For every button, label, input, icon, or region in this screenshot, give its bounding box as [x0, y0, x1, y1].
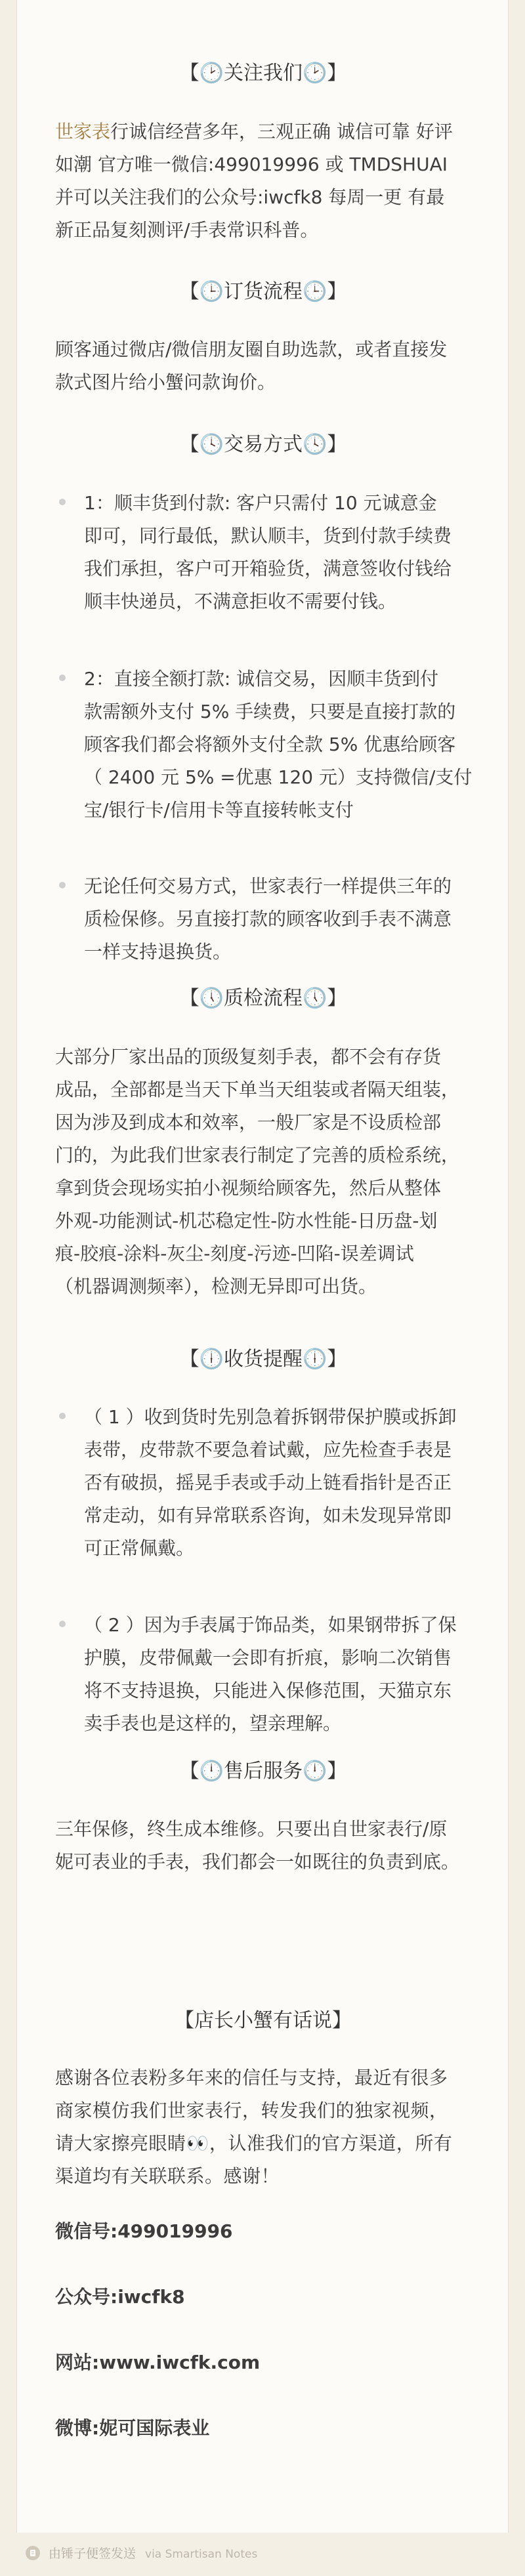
text-line: 外观-功能测试-机芯稳定性-防水性能-日历盘-划	[55, 1210, 438, 1232]
text-line: 顺丰快递员，不满意拒收不需要付钱。	[84, 591, 397, 612]
order-paragraph	[55, 333, 475, 399]
brand-name: 世家表	[55, 121, 111, 142]
text-line: 否有破损，摇晃手表或手动上链看指针是否正	[84, 1472, 452, 1493]
receive-item-1	[84, 1401, 478, 1565]
text-line: 无论任何交易方式，世家表行一样提供三年的	[84, 875, 452, 897]
text-line: 新正品复刻测评/手表常识科普。	[55, 219, 319, 241]
contact-website: 网站:www.iwcfk.com	[55, 2352, 261, 2373]
contact-weibo: 微博:妮可国际表业	[55, 2417, 210, 2439]
text-line: 痕-胶痕-涂料-灰尘-刻度-污迹-凹陷-误差调试	[55, 1243, 414, 1264]
text-line: 请大家擦亮眼睛👀，认准我们的官方渠道，所有	[55, 2132, 453, 2154]
text-line: 质检保修。另直接打款的顾客收到手表不满意	[84, 908, 452, 930]
footer-label: 由锤子便签发送	[49, 2546, 136, 2561]
bullet-dot	[59, 882, 66, 888]
text-line: （ 2400 元 5% =优惠 120 元）支持微信/支付	[84, 766, 472, 788]
bullet-dot	[59, 499, 66, 505]
qc-paragraph	[55, 1041, 475, 1303]
text-line: 款需额外支付 5% 手续费，只要是直接打款的	[84, 701, 456, 722]
text-line: 将不支持退换，只能进入保修范围，天猫京东	[84, 1680, 452, 1701]
text-line: 常走动，如有异常联系咨询，如未发现异常即	[84, 1505, 452, 1526]
text-line: 我们承担，客户可开箱验货，满意签收付钱给	[84, 558, 452, 579]
section-title-after: 【🕛售后服务🕛】	[179, 1760, 347, 1783]
crab-paragraph	[55, 2062, 475, 2193]
text-line: 宝/银行卡/信用卡等直接转帐支付	[84, 799, 354, 821]
section-title-trade: 【🕓交易方式🕓】	[179, 433, 347, 456]
section-title-follow: 【🕑关注我们🕑】	[179, 62, 347, 85]
footer-via: via Smartisan Notes	[145, 2548, 258, 2561]
follow-paragraph	[55, 115, 475, 247]
text-line: （机器调测频率），检测无异即可出货。	[55, 1276, 377, 1297]
section-title-qc: 【🕔质检流程🕔】	[179, 987, 347, 1010]
text-line: 可正常佩戴。	[84, 1537, 195, 1559]
text-line: 款式图片给小蟹问款询价。	[55, 371, 276, 393]
section-title-order: 【🕒订货流程🕒】	[179, 280, 347, 303]
text-line: 即可，同行最低，默认顺丰，货到付款手续费	[84, 525, 452, 547]
section-title-crab: 【店长小蟹有话说】	[175, 2009, 352, 2032]
text-line: 感谢各位表粉多年来的信任与支持，最近有很多	[55, 2067, 448, 2088]
text-line: 护膜，皮带佩戴一会即有折痕，影响二次销售	[84, 1647, 452, 1669]
text-line: 三年保修，终生成本维修。只要出自世家表行/原	[55, 1818, 448, 1840]
text-line: 并可以关注我们的公众号:iwcfk8 每周一更 有最	[55, 186, 445, 208]
smartisan-notes-icon	[25, 2545, 41, 2561]
text-line: 2：直接全额打款: 诚信交易，因顺丰货到付	[84, 668, 439, 690]
footer	[0, 2533, 525, 2576]
text-line: 门的，为此我们世家表行制定了完善的质检系统，	[55, 1144, 460, 1166]
text-line: 顾客我们都会将额外支付全款 5% 优惠给顾客	[84, 734, 456, 755]
trade-item-2	[84, 663, 478, 827]
contact-official-account: 公众号:iwcfk8	[55, 2286, 185, 2308]
text-line: 一样支持退换货。	[84, 941, 232, 963]
section-title-receive: 【🕕收货提醒🕕】	[179, 1348, 347, 1371]
footer-text	[49, 2546, 257, 2562]
text-line: 行诚信经营多年，三观正确 诚信可靠 好评	[110, 121, 453, 142]
after-paragraph	[55, 1813, 475, 1879]
text-line: 卖手表也是这样的，望亲理解。	[84, 1713, 342, 1734]
text-line: 商家模仿我们世家表行，转发我们的独家视频，	[55, 2100, 448, 2121]
bullet-dot	[59, 1621, 66, 1627]
text-line: 大部分厂家出品的顶级复刻手表，都不会有存货	[55, 1046, 442, 1068]
text-line: 成品，全部都是当天下单当天组装或者隔天组装，	[55, 1079, 460, 1100]
text-line: 如潮 官方唯一微信:499019996 或 TMDSHUAI	[55, 154, 448, 175]
text-line: 拿到货会现场实拍小视频给顾客先，然后从整体	[55, 1177, 442, 1199]
trade-item-3	[84, 870, 478, 968]
text-line: 1：顺丰货到付款: 客户只需付 10 元诚意金	[84, 492, 437, 514]
trade-item-1	[84, 487, 478, 618]
text-line: （ 2 ）因为手表属于饰品类，如果钢带拆了保	[84, 1614, 457, 1636]
text-line: 因为涉及到成本和效率，一般厂家是不设质检部	[55, 1111, 442, 1133]
contact-wechat: 微信号:499019996	[55, 2220, 233, 2242]
text-line: 妮可表业的手表，我们都会一如既往的负责到底。	[55, 1851, 460, 1873]
note-paper	[16, 0, 509, 2533]
text-line: 渠道均有关联联系。感谢！	[55, 2165, 280, 2187]
text-line: （ 1 ）收到货时先别急着拆钢带保护膜或拆卸	[84, 1406, 457, 1428]
bullet-dot	[59, 675, 66, 681]
text-line: 表带，皮带款不要急着试戴，应先检查手表是	[84, 1439, 452, 1461]
bullet-dot	[59, 1413, 66, 1419]
text-line: 顾客通过微店/微信朋友圈自助选款，或者直接发	[55, 339, 448, 360]
receive-item-2	[84, 1609, 478, 1740]
